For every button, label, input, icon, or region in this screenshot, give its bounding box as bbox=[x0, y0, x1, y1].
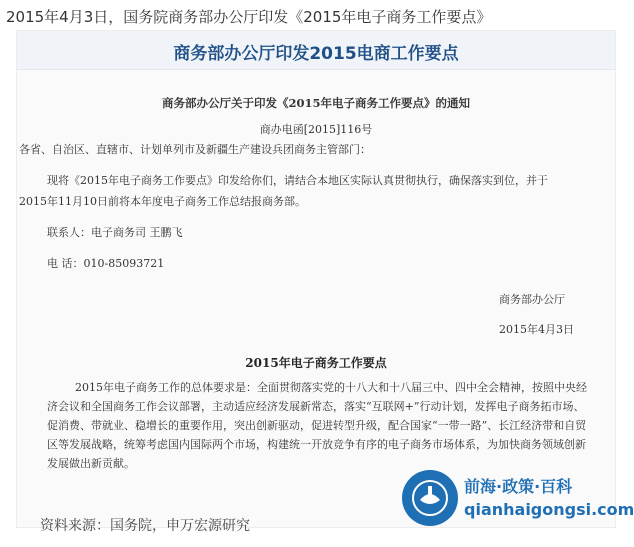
plan-title: 2015年电子商务工作要点 bbox=[245, 356, 387, 370]
addressee: 各省、自治区、直辖市、计划单列市及新疆生产建设兵团商务主管部门： bbox=[19, 143, 371, 156]
notice-sub-title: 商务部办公厅关于印发《2015年电子商务工作要点》的通知 bbox=[161, 96, 470, 110]
brand-url: qianhaigongsi.com bbox=[464, 500, 634, 519]
signer: 商务部办公厅 bbox=[499, 293, 565, 306]
body-line-2: 2015年11月10日前将本年度电子商务工作总结报商务部。 bbox=[19, 195, 306, 208]
notice-date: 2015年4月3日 bbox=[499, 323, 574, 336]
title-band bbox=[17, 31, 615, 70]
notice-main-title: 商务部办公厅印发2015电商工作要点 bbox=[173, 44, 459, 64]
emblem-icon bbox=[402, 470, 458, 526]
plan-paragraph: 2015年电子商务工作的总体要求是：全面贯彻落实党的十八大和十八届三中、四中全会精神，按照中央经济会议和全国商务工作会议部署，主动适应经济发展新常态，落实“互联网+”行动计划，发挥电子商务拓市场、促消费、带就业、稳增长的重要作用，突出创新驱动，促进转型升级，配合国家“一带一路”、长江经济带和自贸区等发展战略，统筹考虑国内国际两个市场，构建统一开放竞争有序的电子商务市场体系，为加快商务领域创新发展做出新贡献。 bbox=[47, 381, 587, 470]
notice-document bbox=[16, 30, 616, 528]
source-note: 资料来源：国务院，申万宏源研究 bbox=[40, 518, 250, 534]
contact-person: 联系人：电子商务司 王鹏飞 bbox=[47, 226, 183, 239]
contact-phone: 电 话：010-85093721 bbox=[47, 257, 165, 270]
body-line-1: 现将《2015年电子商务工作要点》印发给你们，请结合本地区实际认真贯彻执行，确保落实到位，并于 bbox=[47, 174, 548, 187]
image-caption: 2015年4月3日，国务院商务部办公厅印发《2015年电子商务工作要点》 bbox=[6, 8, 492, 26]
document-number: 商办电函[2015]116号 bbox=[259, 123, 373, 136]
brand-name: 前海·政策·百科 bbox=[464, 477, 573, 496]
watermark-logo bbox=[402, 470, 634, 530]
